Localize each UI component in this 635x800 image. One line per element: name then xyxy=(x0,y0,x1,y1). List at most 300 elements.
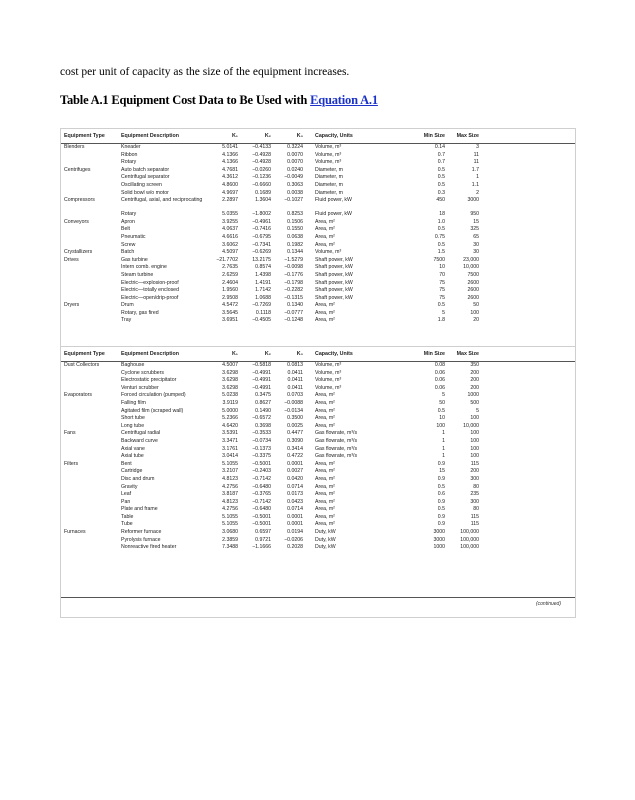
caption-prefix: Table A.1 Equipment Cost Data to Be Used with xyxy=(60,93,311,107)
cell-description: Drum xyxy=(121,302,134,309)
header-capacity-units: Capacity, Units xyxy=(315,351,353,357)
cell-k2: 0.1118 xyxy=(255,309,271,316)
cell-max-size: 100,000 xyxy=(460,536,479,543)
header-max-size: Max Size xyxy=(456,133,479,139)
cell-k1: 4.0637 xyxy=(222,226,238,233)
cell-k3: −0.1798 xyxy=(284,279,303,286)
cell-k1: 2.3859 xyxy=(222,536,238,543)
cell-description: Tube xyxy=(121,521,133,528)
cell-min-size: 0.06 xyxy=(434,369,445,376)
cell-max-size: 1.1 xyxy=(471,181,479,188)
cell-description: Belt xyxy=(121,226,130,233)
cell-description: Long tube xyxy=(121,422,145,429)
cell-min-size: 0.5 xyxy=(437,302,445,309)
cell-k3: 0.0038 xyxy=(287,189,303,196)
cell-k2: 13.2175 xyxy=(252,256,271,263)
cell-k2: −0.4133 xyxy=(252,144,271,150)
cell-capacity-units: Area, m² xyxy=(315,468,335,475)
cell-k1: 4.2756 xyxy=(222,483,238,490)
cell-k3: −0.1248 xyxy=(284,317,303,324)
cell-description: Cyclone scrubbers xyxy=(121,369,164,376)
cell-max-size: 100 xyxy=(470,430,479,437)
cell-k2: −0.0734 xyxy=(252,437,271,444)
cell-k2: −0.1373 xyxy=(252,445,271,452)
table-row xyxy=(61,234,575,242)
cell-k3: −0.0134 xyxy=(284,407,303,414)
table-row xyxy=(61,385,575,393)
cell-equipment-type: Centrifuges xyxy=(64,166,91,173)
cell-capacity-units: Duty, kW xyxy=(315,536,336,543)
cell-capacity-units: Volume, m³ xyxy=(315,362,342,368)
continued-note: (continued) xyxy=(535,601,561,607)
cell-k1: 4.5472 xyxy=(222,302,238,309)
header-k1: K₁ xyxy=(231,133,238,139)
cell-description: Gas turbine xyxy=(121,256,148,263)
cell-k3: 0.1550 xyxy=(287,226,303,233)
cell-description: Axial tube xyxy=(121,453,144,460)
cell-capacity-units: Area, m² xyxy=(315,407,335,414)
cell-description: Intern comb. engine xyxy=(121,264,167,271)
cell-capacity-units: Area, m² xyxy=(315,399,335,406)
cell-min-size: 75 xyxy=(439,294,445,301)
table-row xyxy=(61,476,575,484)
cell-k2: 0.8574 xyxy=(255,264,271,271)
cell-k3: 0.0411 xyxy=(287,384,303,391)
cell-k1: 3.9119 xyxy=(222,399,238,406)
cell-max-size: 500 xyxy=(470,399,479,406)
cell-k3: 0.1506 xyxy=(287,218,303,225)
cell-min-size: 0.7 xyxy=(437,151,445,158)
cell-k2: −0.6795 xyxy=(252,233,271,240)
cell-max-size: 100 xyxy=(470,453,479,460)
cell-k1: 1.9560 xyxy=(222,287,238,294)
cell-k3: −0.1027 xyxy=(284,197,303,204)
cell-max-size: 100 xyxy=(470,309,479,316)
cell-max-size: 10,000 xyxy=(463,422,479,429)
table-row xyxy=(61,317,575,325)
cell-k1: 2.6259 xyxy=(222,271,238,278)
cell-k2: −0.6480 xyxy=(252,506,271,513)
cell-k1: 3.5391 xyxy=(222,430,238,437)
header-equipment-description: Equipment Description xyxy=(121,133,179,139)
table-row xyxy=(61,362,575,370)
cell-k2: −0.5001 xyxy=(252,460,271,467)
cell-max-size: 80 xyxy=(473,483,479,490)
cell-k2: 0.3698 xyxy=(255,422,271,429)
cell-k2: 1.4191 xyxy=(255,279,271,286)
cell-k2: −0.7142 xyxy=(252,498,271,505)
cell-min-size: 1 xyxy=(442,445,445,452)
table-row xyxy=(61,377,575,385)
cell-max-size: 115 xyxy=(470,460,479,467)
cell-min-size: 70 xyxy=(439,271,445,278)
cell-k2: −0.7269 xyxy=(252,302,271,309)
table-row xyxy=(61,257,575,265)
cell-k1: −21.7702 xyxy=(216,256,238,263)
table-row xyxy=(61,197,575,211)
cell-k3: 0.0714 xyxy=(287,506,303,513)
cell-k3: 0.3063 xyxy=(287,181,303,188)
cell-description: Venturi scrubber xyxy=(121,384,159,391)
cell-k2: −0.3375 xyxy=(252,453,271,460)
cell-max-size: 235 xyxy=(470,491,479,498)
cell-k3: 0.1344 xyxy=(287,249,303,256)
cell-k2: −0.4928 xyxy=(252,159,271,166)
cell-min-size: 3000 xyxy=(433,536,445,543)
cell-k2: −0.5818 xyxy=(252,362,271,368)
cell-k2: 0.1689 xyxy=(255,189,271,196)
cell-k3: 0.0411 xyxy=(287,369,303,376)
table-row xyxy=(61,415,575,423)
cell-capacity-units: Diameter, m xyxy=(315,181,343,188)
cell-k2: 1.3604 xyxy=(255,197,271,204)
table-body xyxy=(61,362,575,552)
cell-k1: 4.7681 xyxy=(222,166,238,173)
cell-min-size: 1 xyxy=(442,430,445,437)
table-row xyxy=(61,491,575,499)
cell-k3: −0.0206 xyxy=(284,536,303,543)
cell-k2: −0.6572 xyxy=(252,415,271,422)
cell-capacity-units: Gas flowrate, m³/s xyxy=(315,445,358,452)
cell-k3: 0.0813 xyxy=(287,362,303,368)
cell-k2: −0.3765 xyxy=(252,491,271,498)
cell-description: Kneader xyxy=(121,144,141,150)
cell-k2: −0.4928 xyxy=(252,151,271,158)
cell-k1: 4.5097 xyxy=(222,249,238,256)
cell-description: Centrifugal radial xyxy=(121,430,161,437)
cell-k3: 0.0420 xyxy=(287,475,303,482)
cell-min-size: 75 xyxy=(439,279,445,286)
cell-k1: 5.2366 xyxy=(222,415,238,422)
header-k1: K₁ xyxy=(231,351,238,357)
cell-k1: 5.1055 xyxy=(222,521,238,528)
table-caption xyxy=(60,93,378,108)
table-bottom-rule xyxy=(61,597,575,598)
cell-equipment-type: Crystallizers xyxy=(64,249,93,256)
header-row xyxy=(61,129,575,143)
table-row xyxy=(61,302,575,310)
cell-description: Reformer furnace xyxy=(121,529,162,536)
cell-description: Solid bowl w/o motor xyxy=(121,189,169,196)
cell-description: Oscillating screen xyxy=(121,181,162,188)
cell-equipment-type: Compressors xyxy=(64,197,95,204)
table-row xyxy=(61,506,575,514)
cell-equipment-type: Drives xyxy=(64,256,79,263)
cell-k1: 3.6298 xyxy=(222,369,238,376)
cell-capacity-units: Area, m² xyxy=(315,226,335,233)
cell-k2: −0.4991 xyxy=(252,369,271,376)
cell-capacity-units: Shaft power, kW xyxy=(315,264,353,271)
cell-max-size: 2600 xyxy=(467,279,479,286)
table-row xyxy=(61,287,575,295)
cell-min-size: 0.06 xyxy=(434,384,445,391)
cell-max-size: 100 xyxy=(470,445,479,452)
cell-max-size: 100,000 xyxy=(460,544,479,551)
cell-min-size: 18 xyxy=(439,211,445,218)
cell-capacity-units: Shaft power, kW xyxy=(315,279,353,286)
table-row xyxy=(61,144,575,152)
cell-description: Rotary xyxy=(121,211,137,218)
cell-capacity-units: Area, m² xyxy=(315,415,335,422)
equation-link-word: Equation xyxy=(310,93,358,107)
cell-capacity-units: Area, m² xyxy=(315,483,335,490)
cell-max-size: 65 xyxy=(473,233,479,240)
cell-k1: 3.1761 xyxy=(222,445,238,452)
cell-k1: 5.1055 xyxy=(222,513,238,520)
cell-k2: −0.5001 xyxy=(252,521,271,528)
cell-k3: 0.0638 xyxy=(287,233,303,240)
cell-description: Falling film xyxy=(121,399,146,406)
cell-description: Leaf xyxy=(121,491,132,498)
cell-max-size: 2600 xyxy=(467,294,479,301)
cell-capacity-units: Volume, m³ xyxy=(315,144,342,150)
cell-k3: 0.3414 xyxy=(287,445,303,452)
cell-capacity-units: Area, m² xyxy=(315,506,335,513)
cell-max-size: 3 xyxy=(476,144,479,150)
cell-min-size: 0.5 xyxy=(437,407,445,414)
cell-k3: 0.0027 xyxy=(287,468,303,475)
table-row xyxy=(61,152,575,160)
cell-k1: 2.9508 xyxy=(222,294,238,301)
cell-capacity-units: Gas flowrate, m³/s xyxy=(315,430,358,437)
table-row xyxy=(61,408,575,416)
cell-min-size: 0.9 xyxy=(437,521,445,528)
cell-k1: 3.6951 xyxy=(222,317,238,324)
cell-k1: 3.8187 xyxy=(222,491,238,498)
cell-max-size: 15 xyxy=(473,218,479,225)
cell-k1: 4.3612 xyxy=(222,174,238,181)
cell-min-size: 0.7 xyxy=(437,159,445,166)
cell-max-size: 3000 xyxy=(467,197,479,204)
cell-min-size: 0.5 xyxy=(437,483,445,490)
cell-max-size: 100 xyxy=(470,437,479,444)
cell-description: Steam turbine xyxy=(121,271,154,278)
cell-max-size: 30 xyxy=(473,249,479,256)
cell-capacity-units: Duty, kW xyxy=(315,544,336,551)
table-row xyxy=(61,544,575,552)
table-row xyxy=(61,211,575,219)
table-row xyxy=(61,310,575,318)
cell-min-size: 5 xyxy=(442,309,445,316)
cell-k2: −0.6660 xyxy=(252,181,271,188)
cell-k2: 0.3475 xyxy=(255,392,271,399)
cell-description: Backward curve xyxy=(121,437,158,444)
cell-capacity-units: Shaft power, kW xyxy=(315,256,353,263)
table-row xyxy=(61,484,575,492)
header-equipment-description: Equipment Description xyxy=(121,351,179,357)
table-row xyxy=(61,400,575,408)
cell-max-size: 950 xyxy=(470,211,479,218)
cell-k3: 0.0423 xyxy=(287,498,303,505)
cell-max-size: 2600 xyxy=(467,287,479,294)
cell-max-size: 200 xyxy=(470,377,479,384)
cell-description: Nonreactive fired heater xyxy=(121,544,177,551)
cell-max-size: 115 xyxy=(470,513,479,520)
cell-min-size: 0.6 xyxy=(437,491,445,498)
cell-k2: 0.6597 xyxy=(255,529,271,536)
cell-description: Centrifugal, axial, and reciprocating xyxy=(121,197,203,204)
cell-equipment-type: Blenders xyxy=(64,144,85,150)
cell-min-size: 5 xyxy=(442,392,445,399)
cell-min-size: 0.9 xyxy=(437,513,445,520)
cell-k2: 1.4398 xyxy=(255,271,271,278)
cell-capacity-units: Diameter, m xyxy=(315,166,343,173)
header-equipment-type: Equipment Type xyxy=(64,351,105,357)
cell-k3: −0.1315 xyxy=(284,294,303,301)
cell-equipment-type: Furnaces xyxy=(64,529,86,536)
cell-capacity-units: Area, m² xyxy=(315,513,335,520)
header-min-size: Min Size xyxy=(423,133,445,139)
cell-min-size: 0.5 xyxy=(437,166,445,173)
cell-max-size: 100,000 xyxy=(460,529,479,536)
cell-k2: −0.5001 xyxy=(252,513,271,520)
cell-k3: 0.0001 xyxy=(287,521,303,528)
cell-capacity-units: Area, m² xyxy=(315,302,335,309)
cell-description: Batch xyxy=(121,249,135,256)
table-row xyxy=(61,453,575,461)
cell-capacity-units: Shaft power, kW xyxy=(315,294,353,301)
cell-k1: 5.0355 xyxy=(222,211,238,218)
equation-link[interactable] xyxy=(310,93,378,107)
cell-min-size: 10 xyxy=(439,415,445,422)
cell-capacity-units: Shaft power, kW xyxy=(315,287,353,294)
cell-min-size: 0.9 xyxy=(437,460,445,467)
cell-k1: 7.3488 xyxy=(222,544,238,551)
cell-k2: −0.6269 xyxy=(252,249,271,256)
cell-k3: 0.0194 xyxy=(287,529,303,536)
cell-k1: 4.1366 xyxy=(222,151,238,158)
cell-k2: −0.1236 xyxy=(252,174,271,181)
cell-max-size: 11 xyxy=(473,151,479,158)
cell-k1: 5.0000 xyxy=(222,407,238,414)
cell-k3: −0.2282 xyxy=(284,287,303,294)
cell-k1: 4.6420 xyxy=(222,422,238,429)
table-row xyxy=(61,423,575,431)
cell-k1: 4.2756 xyxy=(222,506,238,513)
cell-description: Rotary, gas fired xyxy=(121,309,159,316)
table-header xyxy=(61,347,575,362)
table-row xyxy=(61,219,575,227)
cell-min-size: 0.5 xyxy=(437,506,445,513)
equation-link-number: A.1 xyxy=(360,93,378,107)
table-row xyxy=(61,295,575,303)
cell-capacity-units: Area, m² xyxy=(315,498,335,505)
table-row xyxy=(61,370,575,378)
cell-capacity-units: Volume, m³ xyxy=(315,249,342,256)
cell-capacity-units: Area, m² xyxy=(315,475,335,482)
cell-k2: 1.0688 xyxy=(255,294,271,301)
cell-k1: 4.8123 xyxy=(222,475,238,482)
table-row xyxy=(61,272,575,280)
cell-min-size: 0.5 xyxy=(437,174,445,181)
cell-equipment-type: Dust Collectors xyxy=(64,362,100,368)
cell-description: Cartridge xyxy=(121,468,143,475)
cell-description: Electrostatic precipitator xyxy=(121,377,177,384)
cell-k3: 0.1982 xyxy=(287,241,303,248)
cell-k2: −0.4505 xyxy=(252,317,271,324)
cell-description: Screw xyxy=(121,241,136,248)
cell-k3: 0.0703 xyxy=(287,392,303,399)
cell-equipment-type: Conveyors xyxy=(64,218,89,225)
cell-k2: 1.7142 xyxy=(255,287,271,294)
cell-k3: −0.0777 xyxy=(284,309,303,316)
table-row xyxy=(61,190,575,198)
cell-k1: 5.1055 xyxy=(222,460,238,467)
cell-capacity-units: Volume, m³ xyxy=(315,159,342,166)
cell-max-size: 350 xyxy=(470,362,479,368)
cell-min-size: 0.5 xyxy=(437,226,445,233)
cell-description: Tray xyxy=(121,317,132,324)
cell-min-size: 0.9 xyxy=(437,498,445,505)
table-row xyxy=(61,529,575,537)
cell-capacity-units: Volume, m³ xyxy=(315,369,342,376)
cell-k1: 3.0414 xyxy=(222,453,238,460)
cell-max-size: 2 xyxy=(476,189,479,196)
cell-capacity-units: Diameter, m xyxy=(315,189,343,196)
cell-k3: 0.3224 xyxy=(287,144,303,150)
cell-description: Forced circulation (pumped) xyxy=(121,392,186,399)
cell-description: Baghouse xyxy=(121,362,145,368)
cell-k1: 3.9255 xyxy=(222,218,238,225)
cell-max-size: 200 xyxy=(470,468,479,475)
header-capacity-units: Capacity, Units xyxy=(315,133,353,139)
table-row xyxy=(61,159,575,167)
cell-k3: 0.0025 xyxy=(287,422,303,429)
cell-equipment-type: Dryers xyxy=(64,302,80,309)
cell-min-size: 75 xyxy=(439,287,445,294)
cell-k1: 3.5645 xyxy=(222,309,238,316)
cell-capacity-units: Area, m² xyxy=(315,491,335,498)
cell-description: Plate and frame xyxy=(121,506,158,513)
cell-min-size: 0.5 xyxy=(437,181,445,188)
cell-capacity-units: Area, m² xyxy=(315,317,335,324)
cell-k2: −0.7341 xyxy=(252,241,271,248)
cell-k3: 0.0001 xyxy=(287,460,303,467)
cell-description: Rotary xyxy=(121,159,137,166)
cell-max-size: 23,000 xyxy=(463,256,479,263)
cell-k2: 0.9721 xyxy=(255,536,271,543)
cell-capacity-units: Volume, m³ xyxy=(315,384,342,391)
table-row xyxy=(61,167,575,175)
table-row xyxy=(61,499,575,507)
cell-k1: 4.6616 xyxy=(222,233,238,240)
table-row xyxy=(61,461,575,469)
cell-k2: −0.7142 xyxy=(252,475,271,482)
cell-capacity-units: Area, m² xyxy=(315,218,335,225)
cell-description: Short tube xyxy=(121,415,145,422)
header-row xyxy=(61,347,575,361)
cell-capacity-units: Gas flowrate, m³/s xyxy=(315,437,358,444)
cell-k2: 0.8627 xyxy=(255,399,271,406)
cell-min-size: 1.5 xyxy=(437,249,445,256)
header-max-size: Max Size xyxy=(456,351,479,357)
cell-k3: −1.5279 xyxy=(284,256,303,263)
cell-k2: −1.1666 xyxy=(252,544,271,551)
cell-k3: 0.8253 xyxy=(287,211,303,218)
intro-paragraph: cost per unit of capacity as the size of the equipment increases. xyxy=(60,66,350,78)
cell-capacity-units: Volume, m³ xyxy=(315,151,342,158)
cell-k3: 0.0070 xyxy=(287,159,303,166)
cell-max-size: 1000 xyxy=(467,392,479,399)
table-row xyxy=(61,226,575,234)
table-row xyxy=(61,430,575,438)
cell-min-size: 10 xyxy=(439,264,445,271)
cell-k2: −1.8002 xyxy=(252,211,271,218)
cell-k2: −0.4991 xyxy=(252,377,271,384)
cell-capacity-units: Duty, kW xyxy=(315,529,336,536)
cell-description: Pyrolysis furnace xyxy=(121,536,161,543)
cell-k1: 4.1366 xyxy=(222,159,238,166)
